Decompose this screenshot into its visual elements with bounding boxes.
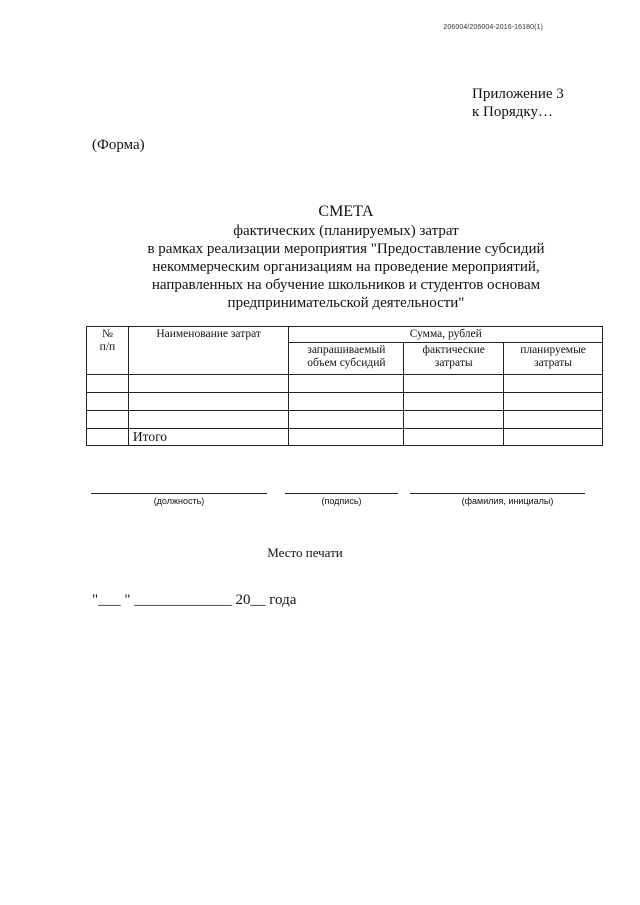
column-header-name: Наименование затрат bbox=[128, 327, 289, 375]
table-cell bbox=[87, 411, 129, 429]
heading-line: направленных на обучение школьников и студентов основам bbox=[151, 277, 541, 293]
table-cell bbox=[504, 393, 603, 411]
document-heading bbox=[90, 203, 602, 312]
table-total-row bbox=[87, 429, 603, 446]
cost-estimate-table bbox=[86, 326, 603, 446]
signature-caption: (подпись) bbox=[321, 496, 362, 506]
position-line bbox=[91, 493, 267, 494]
seal-place: Место печати bbox=[267, 545, 343, 560]
table-cell bbox=[128, 375, 289, 393]
table-row bbox=[87, 393, 603, 411]
table-cell bbox=[289, 375, 404, 393]
heading-line: фактических (планируемых) затрат bbox=[233, 223, 459, 239]
date-line: "___ " _____________ 20__ года bbox=[92, 592, 297, 608]
table-cell bbox=[87, 393, 129, 411]
column-header-actual: фактические затраты bbox=[404, 343, 504, 375]
signature-line bbox=[285, 493, 398, 494]
document-title: СМЕТА bbox=[318, 203, 374, 220]
table-cell bbox=[128, 411, 289, 429]
position-caption: (должность) bbox=[153, 496, 205, 506]
name-line bbox=[410, 493, 585, 494]
appendix-note bbox=[472, 85, 564, 121]
name-caption: (фамилия, инициалы) bbox=[461, 496, 554, 506]
table-cell bbox=[289, 411, 404, 429]
table-cell bbox=[504, 375, 603, 393]
table-row bbox=[87, 411, 603, 429]
table-cell bbox=[87, 429, 129, 446]
heading-line: в рамках реализации мероприятия "Предоставление субсидий bbox=[147, 241, 545, 257]
table-cell bbox=[128, 393, 289, 411]
total-label: Итого bbox=[128, 429, 289, 446]
heading-line: предпринимательской деятельности" bbox=[227, 295, 465, 311]
table-row bbox=[87, 375, 603, 393]
column-header-requested: запрашиваемый объем субсидий bbox=[289, 343, 404, 375]
table-cell bbox=[504, 429, 603, 446]
form-label: (Форма) bbox=[92, 137, 145, 153]
column-header-sum: Сумма, рублей bbox=[289, 327, 603, 343]
table-cell bbox=[504, 411, 603, 429]
heading-line: некоммерческим организациям на проведение мероприятий, bbox=[152, 259, 540, 275]
table-cell bbox=[404, 393, 504, 411]
table-cell bbox=[404, 375, 504, 393]
column-header-planned: планируемые затраты bbox=[504, 343, 603, 375]
document-id: 206004/206004-2016-16180(1) bbox=[443, 24, 543, 31]
appendix-line-2: к Порядку… bbox=[472, 104, 553, 120]
table-header-row bbox=[87, 327, 603, 343]
appendix-line-1: Приложение 3 bbox=[472, 86, 564, 102]
table-cell bbox=[87, 375, 129, 393]
table-cell bbox=[289, 429, 404, 446]
table-cell bbox=[404, 411, 504, 429]
table-cell bbox=[404, 429, 504, 446]
table-cell bbox=[289, 393, 404, 411]
column-header-number: № п/п bbox=[87, 327, 129, 375]
